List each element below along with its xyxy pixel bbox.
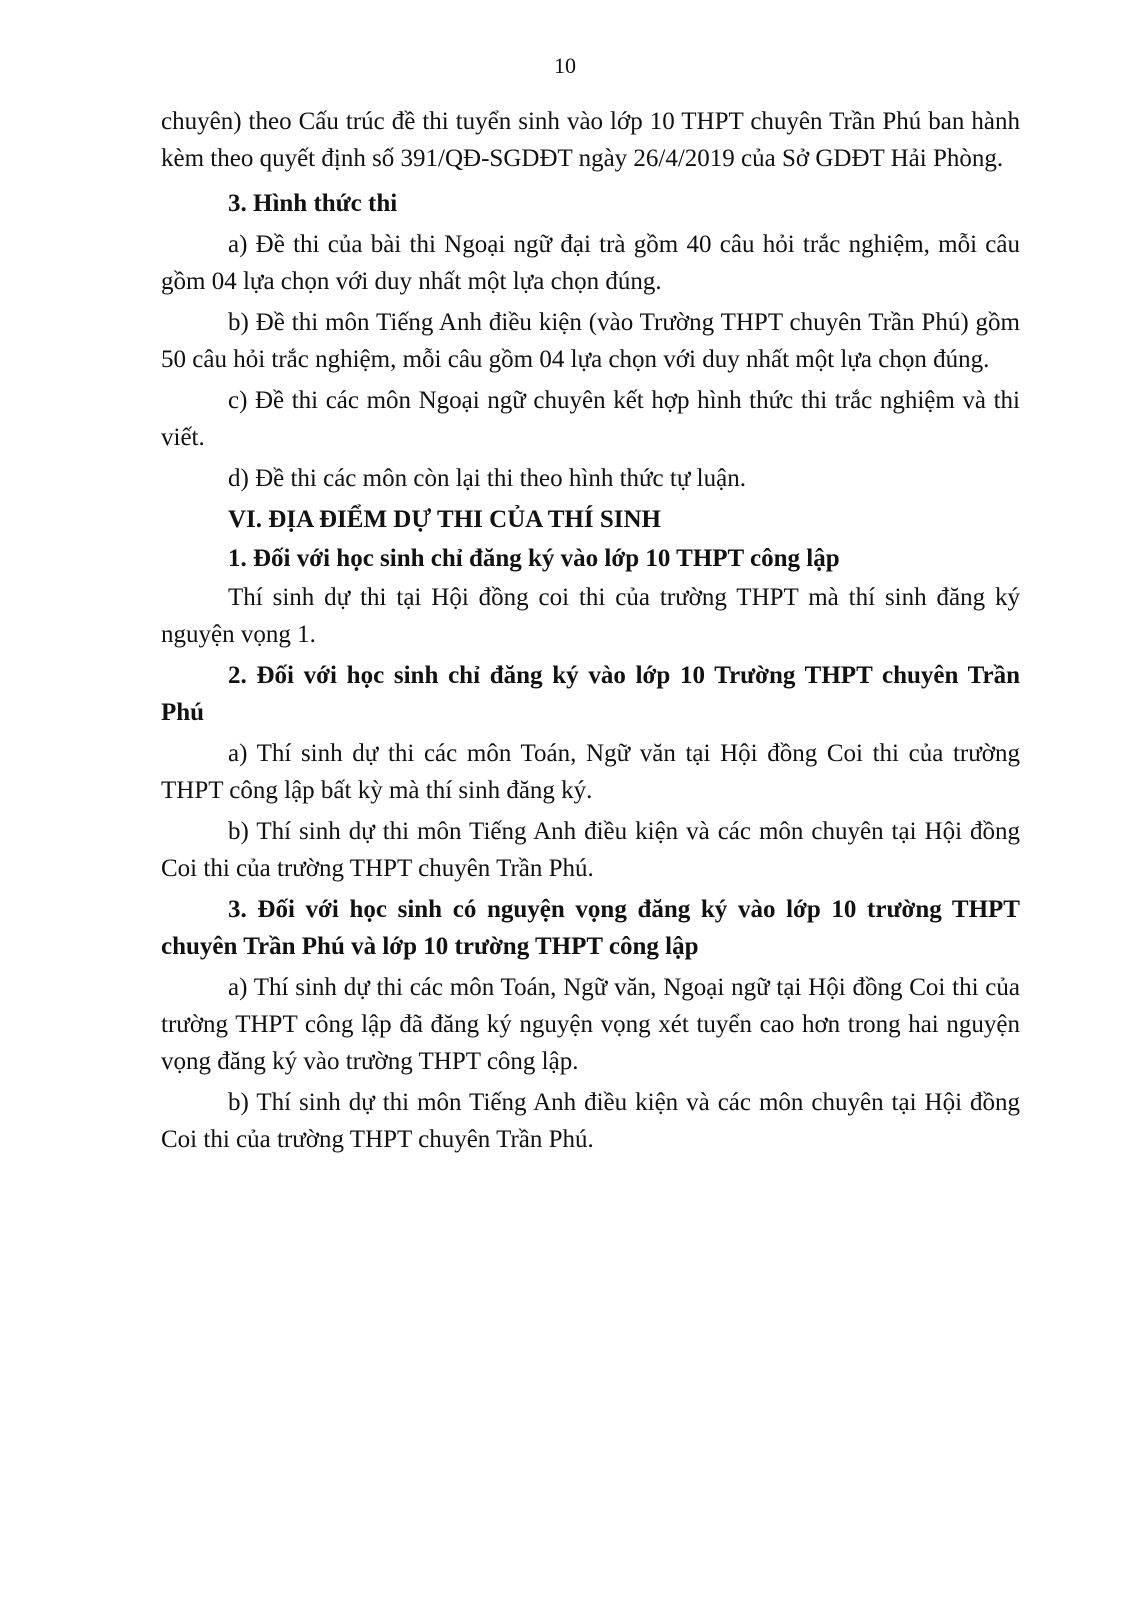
paragraph-c: c) Đề thi các môn Ngoại ngữ chuyên kết hợp hình thức thi trắc nghiệm và thi viết. (161, 387, 1020, 451)
section-heading-hinh-thuc-thi: 3. Hình thức thi (228, 190, 398, 217)
paragraph-a: a) Đề thi của bài thi Ngoại ngữ đại trà gồm 40 câu hỏi trắc nghiệm, mỗi câu gồm 04 lựa chọn với duy nhất một lựa chọn đúng. (161, 231, 1020, 295)
subheading-vi-1: 1. Đối với học sinh chỉ đăng ký vào lớp 10 THPT công lập (228, 545, 840, 572)
subheading-vi-3: 3. Đối với học sinh có nguyện vọng đăng ký vào lớp 10 trường THPT chuyên Trần Phú và lớp 10 trường THPT công lập (161, 896, 1020, 960)
page-number: 10 (554, 53, 576, 78)
paragraph-vi-2b: b) Thí sinh dự thi môn Tiếng Anh điều kiện và các môn chuyên tại Hội đồng Coi thi của trường THPT chuyên Trần Phú. (161, 818, 1020, 882)
intro-paragraph: chuyên) theo Cấu trúc đề thi tuyển sinh vào lớp 10 THPT chuyên Trần Phú ban hành kèm theo quyết định số 391/QĐ-SGDĐT ngày 26/4/2019 của Sở GDĐT Hải Phòng. (161, 108, 1020, 172)
paragraph-vi-1: Thí sinh dự thi tại Hội đồng coi thi của trường THPT mà thí sinh đăng ký nguyện vọng 1. (161, 584, 1020, 648)
paragraph-vi-3b: b) Thí sinh dự thi môn Tiếng Anh điều kiện và các môn chuyên tại Hội đồng Coi thi của trường THPT chuyên Trần Phú. (161, 1089, 1020, 1153)
section-heading-vi: VI. ĐỊA ĐIỂM DỰ THI CỦA THÍ SINH (228, 506, 661, 533)
paragraph-vi-3a: a) Thí sinh dự thi các môn Toán, Ngữ văn, Ngoại ngữ tại Hội đồng Coi thi của trường THPT công lập đã đăng ký nguyện vọng xét tuyển cao hơn trong hai nguyện vọng đăng ký vào trường THPT công lập. (161, 974, 1020, 1075)
paragraph-b: b) Đề thi môn Tiếng Anh điều kiện (vào Trường THPT chuyên Trần Phú) gồm 50 câu hỏi trắc nghiệm, mỗi câu gồm 04 lựa chọn với duy nhất một lựa chọn đúng. (161, 309, 1020, 373)
subheading-vi-2: 2. Đối với học sinh chỉ đăng ký vào lớp 10 Trường THPT chuyên Trần Phú (161, 662, 1020, 726)
paragraph-d: d) Đề thi các môn còn lại thi theo hình thức tự luận. (228, 465, 746, 492)
paragraph-vi-2a: a) Thí sinh dự thi các môn Toán, Ngữ văn tại Hội đồng Coi thi của trường THPT công lập bất kỳ mà thí sinh đăng ký. (161, 740, 1020, 804)
document-body (161, 103, 1020, 1162)
